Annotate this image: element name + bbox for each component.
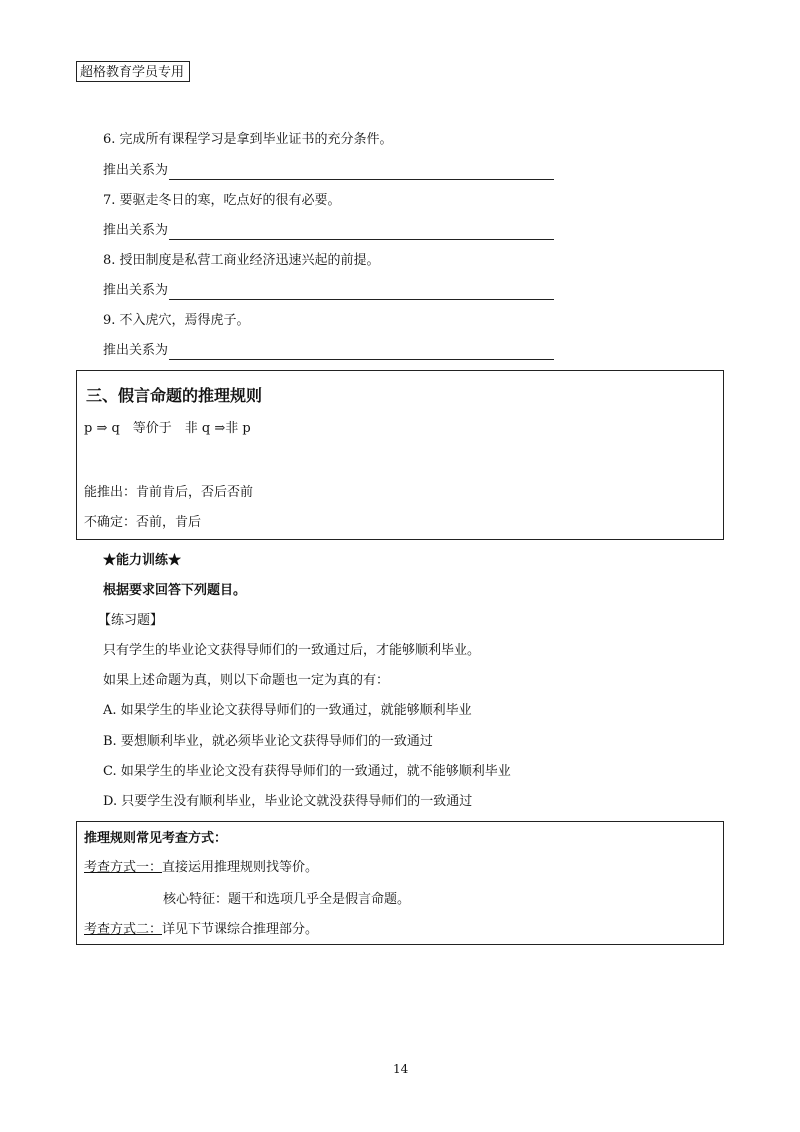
option-a[interactable]: A. 如果学生的毕业论文获得导师们的一致通过，就能够顺利毕业 [103,703,472,718]
exercise-6-answer-line[interactable] [169,165,554,180]
exercise-9-answer-row [103,342,554,360]
exercise-7-statement: 7. 要驱走冬日的寒，吃点好的很有必要。 [103,193,341,208]
method-2-label: 考查方式二： [84,922,163,937]
option-d[interactable]: D. 只要学生没有顺利毕业，毕业论文就没获得导师们的一致通过 [103,794,473,809]
option-b[interactable]: B. 要想顺利毕业，就必须毕业论文获得导师们的一致通过 [103,734,433,749]
exercise-7-answer-line[interactable] [169,225,554,240]
rule-box [76,370,724,540]
option-c[interactable]: C. 如果学生的毕业论文没有获得导师们的一致通过，就不能够顺利毕业 [103,764,511,779]
exercise-7-prompt: 推出关系为 [103,223,169,238]
practice-question: 如果上述命题为真，则以下命题也一定为真的有： [103,673,390,688]
exercise-6-answer-row [103,162,554,180]
method-2-text: 详见下节课综合推理部分。 [162,922,319,937]
exercise-8-answer-line[interactable] [169,285,554,300]
exercise-9-prompt: 推出关系为 [103,343,169,358]
exercise-8-statement: 8. 授田制度是私营工商业经济迅速兴起的前提。 [103,253,380,268]
method-1 [84,859,318,877]
exercise-6-prompt: 推出关系为 [103,163,169,178]
rule-can-infer: 能推出：肯前肯后，否后否前 [84,485,254,500]
header-tag: 超格教育学员专用 [76,61,190,82]
exercise-8-answer-row [103,282,554,300]
training-heading: ★能力训练★ [103,553,182,568]
exercise-7-answer-row [103,222,554,240]
core-feature: 核心特征：题干和选项几乎全是假言命题。 [163,892,411,907]
rule-formula: p ⇒ q 等价于 非 q ⇒非 p [84,421,251,436]
rule-uncertain: 不确定：否前，肯后 [84,515,202,530]
training-instruction: 根据要求回答下列题目。 [103,583,247,598]
method-1-label: 考查方式一： [84,860,163,875]
practice-premise: 只有学生的毕业论文获得导师们的一致通过后，才能够顺利毕业。 [103,643,481,658]
rule-box-title: 三、假言命题的推理规则 [86,386,263,405]
method-1-text: 直接运用推理规则找等价。 [162,860,319,875]
method-2 [84,921,318,939]
exercise-9-answer-line[interactable] [169,345,554,360]
exercise-8-prompt: 推出关系为 [103,283,169,298]
methods-title: 推理规则常见考查方式： [84,831,228,846]
practice-label: 【练习题】 [98,613,164,628]
exercise-9-statement: 9. 不入虎穴，焉得虎子。 [103,313,250,328]
page-number: 14 [393,1062,409,1076]
exercise-6-statement: 6. 完成所有课程学习是拿到毕业证书的充分条件。 [103,132,393,147]
methods-box [76,821,724,945]
